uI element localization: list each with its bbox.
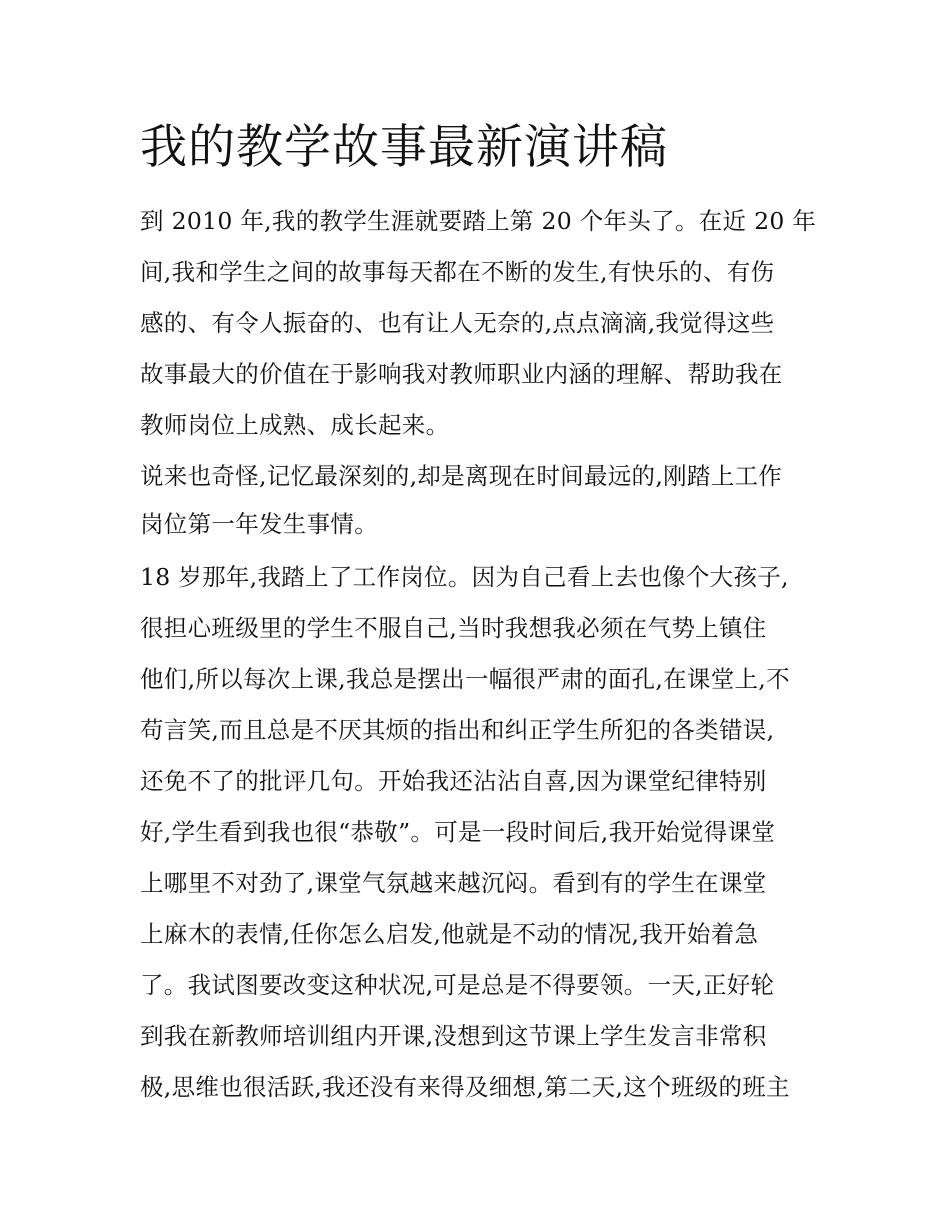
text-line: 还免不了的批评几句。开始我还沾沾自喜,因为课堂纪律特别 xyxy=(140,767,767,795)
text-line: 岗位第一年发生事情。 xyxy=(140,510,378,538)
text-line: 间,我和学生之间的故事每天都在不断的发生,有快乐的、有伤 xyxy=(140,258,775,286)
text-line: 了。我试图要改变这种状况,可是总是不得要领。一天,正好轮 xyxy=(140,971,775,999)
text-line: 很担心班级里的学生不服自己,当时我想我必须在气势上镇住 xyxy=(140,614,767,642)
text-line: 故事最大的价值在于影响我对教师职业内涵的理解、帮助我在 xyxy=(140,360,783,388)
text-line: 教师岗位上成熟、成长起来。 xyxy=(140,411,450,439)
text-line: 极,思维也很活跃,我还没有来得及细想,第二天,这个班级的班主 xyxy=(140,1073,790,1101)
text-line: 18 岁那年,我踏上了工作岗位。因为自己看上去也像个大孩子, xyxy=(140,563,789,591)
text-line: 上麻木的表情,任你怎么启发,他就是不动的情况,我开始着急 xyxy=(140,920,759,948)
text-line: 到我在新教师培训组内开课,没想到这节课上学生发言非常积 xyxy=(140,1022,767,1050)
text-line: 到 2010 年,我的教学生涯就要踏上第 20 个年头了。在近 20 年 xyxy=(140,207,817,235)
text-line: 上哪里不对劲了,课堂气氛越来越沉闷。看到有的学生在课堂 xyxy=(140,869,767,897)
text-line: 感的、有令人振奋的、也有让人无奈的,点点滴滴,我觉得这些 xyxy=(140,309,775,337)
text-line: 好,学生看到我也很“恭敬”。可是一段时间后,我开始觉得课堂 xyxy=(140,818,776,846)
text-line: 他们,所以每次上课,我总是摆出一幅很严肃的面孔,在课堂上,不 xyxy=(140,665,790,693)
document-title: 我的教学故事最新演讲稿 xyxy=(140,120,668,175)
text-line: 说来也奇怪,记忆最深刻的,却是离现在时间最远的,刚踏上工作 xyxy=(140,462,783,490)
text-line: 苟言笑,而且总是不厌其烦的指出和纠正学生所犯的各类错误, xyxy=(140,716,775,744)
